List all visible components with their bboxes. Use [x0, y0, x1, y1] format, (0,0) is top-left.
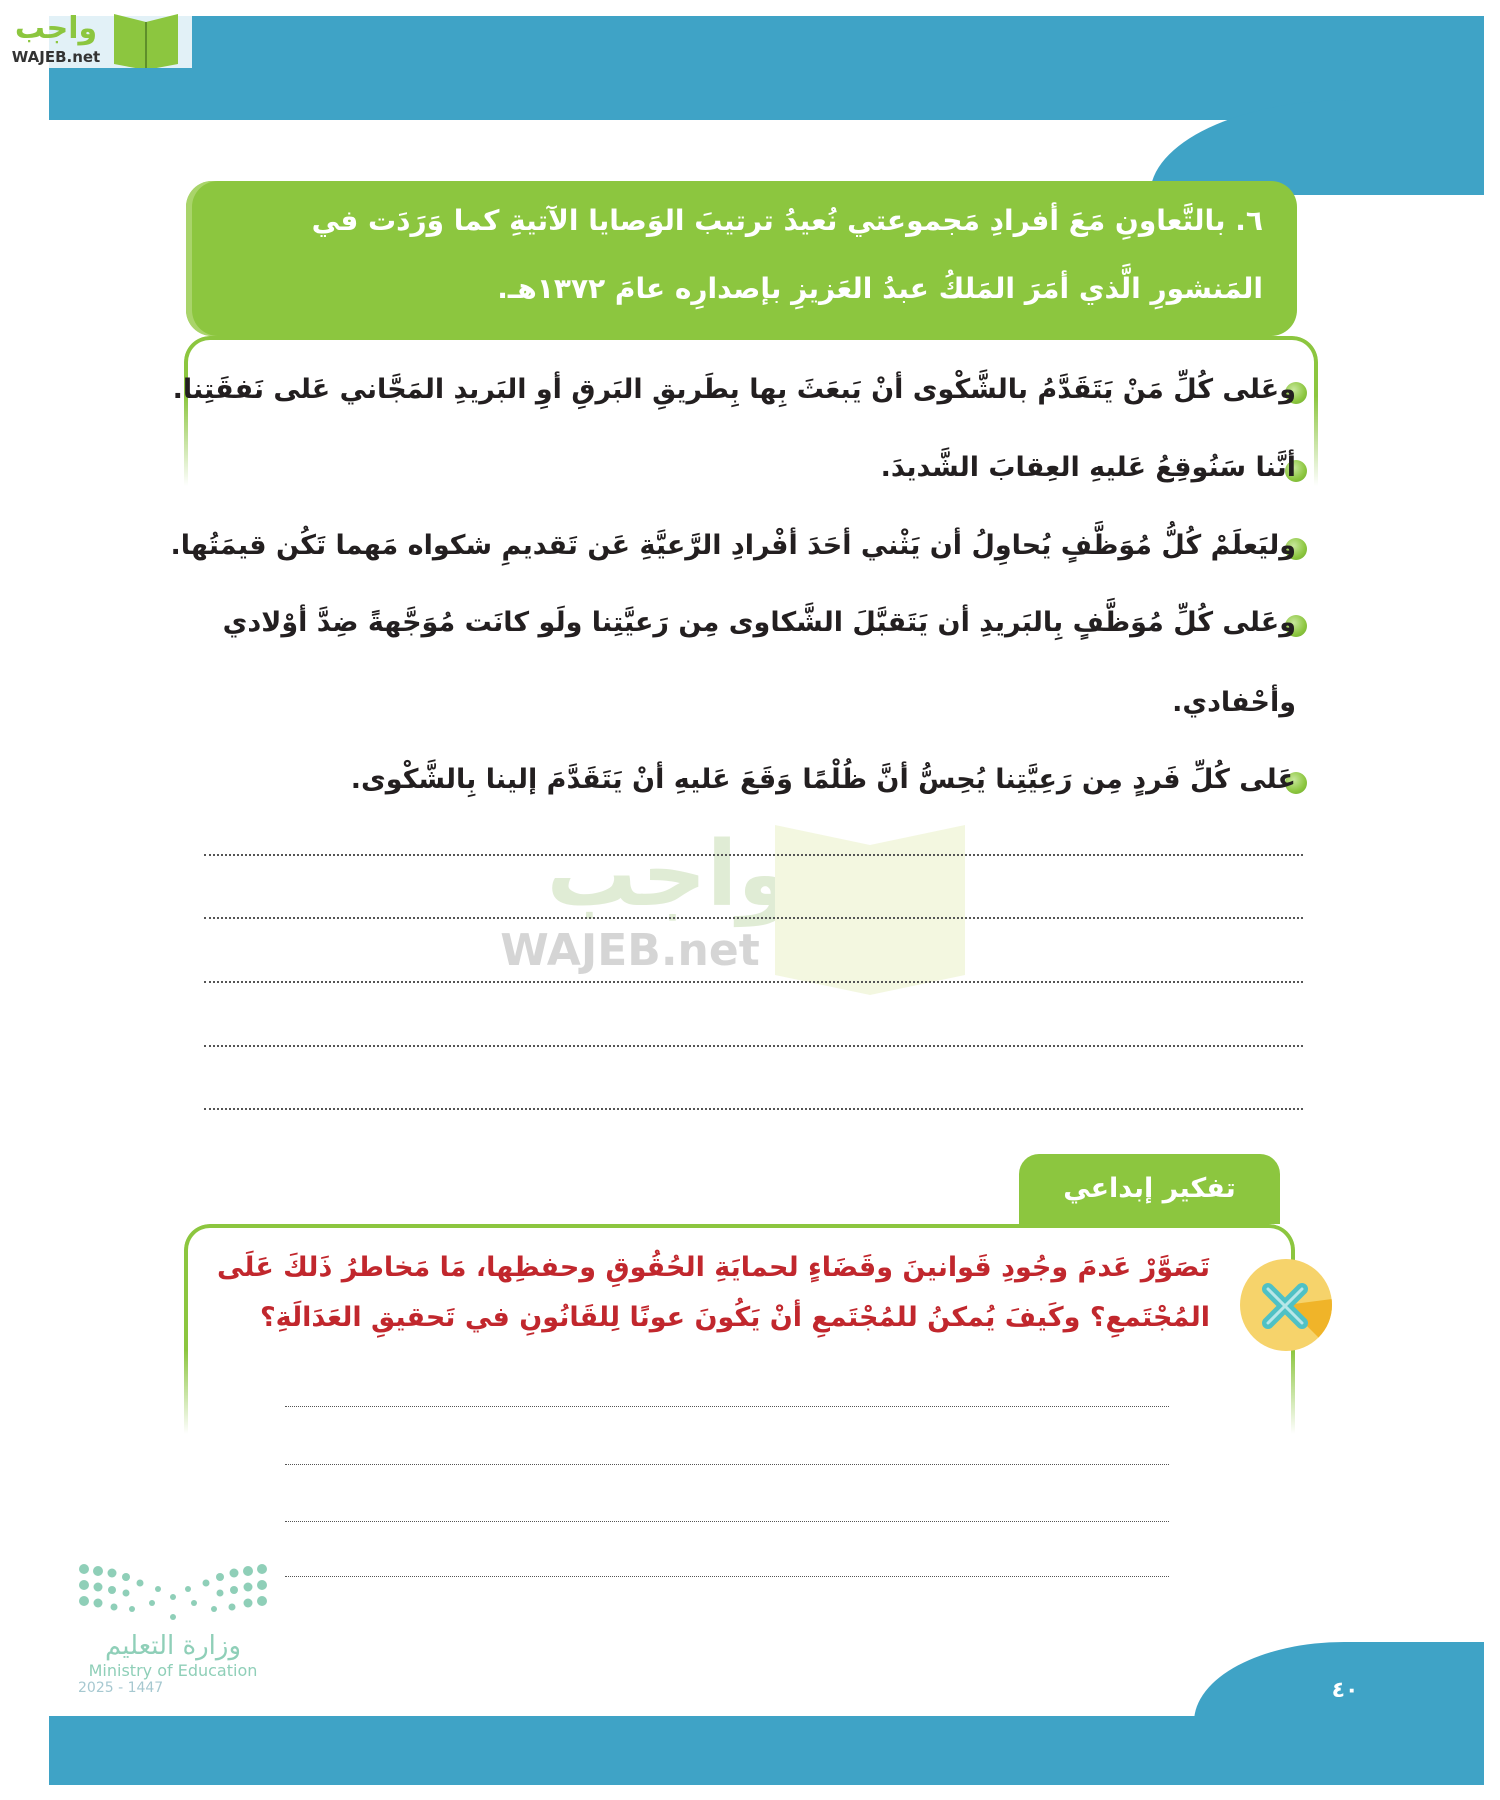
footer-band: [49, 1716, 1484, 1785]
answer-line[interactable]: [204, 1045, 1303, 1047]
answer-line[interactable]: [204, 917, 1303, 919]
list-item: وعَلى كُلِّ مَنْ يَتَقَدَّمُ بالشَّكْوى أنْ يَبعَثَ بِها بِطَريقِ البَرقِ أوِ البَريدِ المَجَّاني عَلى نَفقَتِنا.: [172, 374, 1296, 405]
answer-line[interactable]: [285, 1406, 1169, 1407]
svg-text:WAJEB.net: WAJEB.net: [11, 48, 101, 66]
page-number: ٤٠: [1331, 1678, 1359, 1703]
list-item: عَلى كُلِّ فَردٍ مِن رَعِيَّتِنا يُحِسُّ أنَّ ظُلْمًا وَقَعَ عَليهِ أنْ يَتَقَدَّمَ إلينا بِالشَّكْوى.: [350, 764, 1296, 795]
creative-question-line: تَصَوَّرْ عَدمَ وجُودِ قَوانينَ وقَضَاءٍ لحمايَةِ الحُقُوقِ وحفظِها، مَا مَخاطرُ ذَلكَ عَلَى: [216, 1252, 1210, 1283]
creative-thinking-icon: [1240, 1259, 1332, 1351]
ministry-dots-icon: [78, 1563, 268, 1623]
answer-line[interactable]: [285, 1521, 1169, 1522]
svg-text:WAJEB.net: WAJEB.net: [500, 925, 760, 976]
creative-thinking-tab: تفكير إبداعي: [1019, 1154, 1280, 1224]
list-item: وليَعلَمْ كُلُّ مُوَظَّفٍ يُحاوِلُ أن يَثْني أحَدَ أفْرادِ الرَّعيَّةِ عَن تَقديمِ شكواه مَهما تَكُن قيمَتُها.: [170, 530, 1296, 561]
answer-line[interactable]: [204, 981, 1303, 983]
header-banner: [49, 16, 1484, 120]
svg-text:واجب: واجب: [14, 11, 98, 46]
svg-text:واجب: واجب: [546, 822, 794, 927]
list-item: أنَّنا سَنُوقِعُ عَليهِ العِقابَ الشَّديدَ.: [880, 452, 1296, 483]
answer-line[interactable]: [285, 1464, 1169, 1465]
creative-question-line: المُجْتَمعِ؟ وكَيفَ يُمكنُ للمُجْتَمعِ أنْ يَكُونَ عونًا لِلقَانُونِ في تَحقيقِ العَدَالَةِ؟: [259, 1302, 1210, 1333]
answer-line[interactable]: [285, 1576, 1169, 1577]
edition-year: 2025 - 1447: [78, 1680, 164, 1696]
list-item: وعَلى كُلِّ مُوَظَّفٍ بِالبَريدِ أن يَتَقبَّلَ الشَّكاوى مِن رَعيَّتِنا ولَو كانَت مُوَجَّهةً ضِدَّ أوْلادي: [222, 607, 1296, 638]
ministry-name-ar: وزارة التعليم: [104, 1631, 242, 1661]
ministry-of-education-logo: [78, 1563, 278, 1723]
question-title: ٦. بالتَّعاونِ مَعَ أفرادِ مَجموعتي نُعيدُ ترتيبَ الوَصايا الآتيةِ كما وَرَدَت في المَنشورِ الَّذي أمَرَ المَلكُ عبدُ العَزيزِ بإصدارِه عامَ ١٣٧٢هـ.: [186, 181, 1297, 336]
answer-line[interactable]: [204, 854, 1303, 856]
watermark: [500, 815, 1010, 995]
answer-line[interactable]: [204, 1108, 1303, 1110]
ministry-name-en: Ministry of Education: [88, 1661, 258, 1680]
wajeb-logo: [6, 4, 192, 68]
list-item-continuation: وأحْفادي.: [1172, 687, 1296, 718]
